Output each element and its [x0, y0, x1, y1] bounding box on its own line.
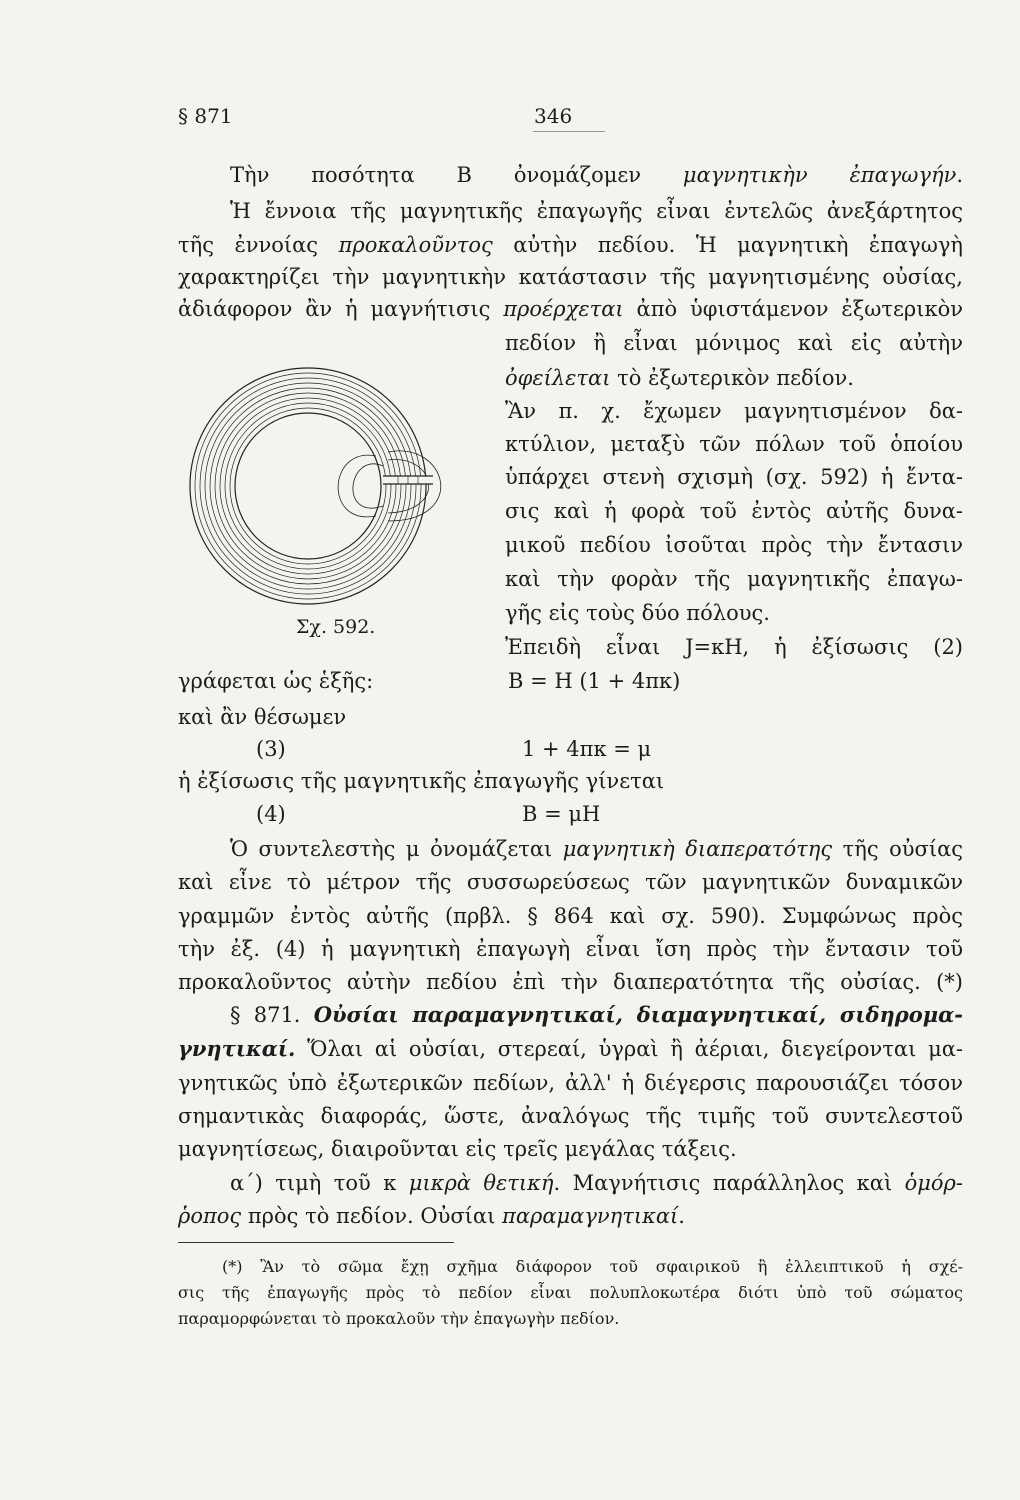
section-heading: § 871. Οὐσίαι παραμαγνητικαί, διαμαγνητικαί, σιδηρομα-: [230, 1002, 964, 1027]
text-line: ῥοπος πρὸς τὸ πεδίον. Οὐσίαι παραμαγνητικαί.: [178, 1204, 685, 1228]
text-line: γῆς εἰς τοὺς δύο πόλους.: [505, 601, 770, 625]
text-line: ἀδιάφορον ἂν ἡ μαγνήτισις προέρχεται ἀπὸ ὑφιστάμενον ἐξωτερικὸν: [178, 297, 963, 321]
text-line: μαγνητίσεως, διαιροῦνται εἰς τρεῖς μεγάλας τάξεις.: [178, 1137, 737, 1161]
text-line: πεδίον ἢ εἶναι μόνιμος καὶ εἰς αὐτὴν: [505, 331, 963, 355]
equation-intro: γράφεται ὡς ἑξῆς:: [178, 669, 374, 693]
text-line: τῆς ἐννοίας προκαλοῦντος αὐτὴν πεδίου. Ἡ μαγνητικὴ ἐπαγωγὴ: [178, 233, 963, 257]
text-line: Ἂν π. χ. ἔχωμεν μαγνητισμένον δα-: [505, 399, 963, 423]
text-line: σημαντικὰς διαφοράς, ὥστε, ἀναλόγως τῆς τιμῆς τοῦ συντελεστοῦ: [178, 1104, 963, 1128]
figure-magnetized-ring: [178, 356, 478, 616]
footnote-line: σις τῆς ἐπαγωγῆς πρὸς τὸ πεδίον εἶναι πολυπλοκωτέρα διότι ὑπὸ τοῦ σώματος: [178, 1283, 963, 1302]
section-number: § 871: [178, 104, 233, 128]
text-line: καὶ ἂν θέσωμεν: [178, 705, 347, 729]
text-line: α΄) τιμὴ τοῦ κ μικρὰ θετική. Μαγνήτισις παράλληλος καὶ ὁμόρ-: [230, 1171, 963, 1195]
text-line: γραμμῶν ἐντὸς αὐτῆς (πρβλ. § 864 καὶ σχ. 590). Συμφώνως πρὸς: [178, 904, 963, 928]
page-number: 346: [534, 104, 573, 128]
text-line: γνητικῶς ὑπὸ ἐξωτερικῶν πεδίων, ἀλλ' ἡ διέγερσις παρουσιάζει τόσον: [178, 1071, 963, 1095]
text-line: χαρακτηρίζει τὴν μαγνητικὴν κατάστασιν τῆς μαγνητισμένης οὐσίας,: [178, 265, 963, 289]
equation-label: (4): [256, 802, 286, 826]
text-line: καὶ εἶνε τὸ μέτρον τῆς συσσωρεύσεως τῶν μαγνητικῶν δυναμικῶν: [178, 870, 963, 894]
text-line: κτύλιον, μεταξὺ τῶν πόλων τοῦ ὁποίου: [505, 432, 963, 456]
text-line: καὶ τὴν φορὰν τῆς μαγνητικῆς ἐπαγω-: [505, 567, 963, 591]
text-line: ἡ ἐξίσωσις τῆς μαγνητικῆς ἐπαγωγῆς γίνεται: [178, 769, 665, 793]
text-line: Ἡ ἔννοια τῆς μαγνητικῆς ἐπαγωγῆς εἶναι ἐντελῶς ἀνεξάρτητος: [230, 199, 963, 223]
page-header: [178, 104, 963, 138]
footnote-line: παραμορφώνεται τὸ προκαλοῦν τὴν ἐπαγωγὴν πεδίον.: [178, 1309, 620, 1328]
footnote-rule: [178, 1242, 454, 1243]
text-line: Τὴν ποσότητα Β ὀνομάζομεν μαγνητικὴν ἐπαγωγήν.: [230, 163, 964, 187]
page-number-underline: [533, 131, 605, 132]
text-line: τὴν ἐξ. (4) ἡ μαγνητικὴ ἐπαγωγὴ εἶναι ἴση πρὸς τὴν ἔντασιν τοῦ: [178, 937, 963, 961]
equation-label: (3): [256, 737, 286, 761]
equation-formula: Β = Η (1 + 4πκ): [508, 669, 681, 693]
text-line: ὑπάρχει στενὴ σχισμὴ (σχ. 592) ἡ ἔντα-: [505, 465, 963, 489]
ring-diagram: [178, 356, 478, 616]
text-line: μικοῦ πεδίου ἰσοῦται πρὸς τὴν ἔντασιν: [505, 533, 963, 557]
text-line: Ὁ συντελεστὴς μ ὀνομάζεται μαγνητικὴ διαπερατότης τῆς οὐσίας: [230, 837, 964, 861]
text-line: ὀφείλεται τὸ ἐξωτερικὸν πεδίον.: [505, 366, 854, 390]
footnote-line: (*) Ἂν τὸ σῶμα ἔχῃ σχῆμα διάφορον τοῦ σφαιρικοῦ ἢ ἐλλειπτικοῦ ἡ σχέ-: [222, 1257, 963, 1276]
equation-formula: 1 + 4πκ = μ: [522, 737, 652, 761]
text-line: σις καὶ ἡ φορὰ τοῦ ἐντὸς αὐτῆς δυνα-: [505, 499, 963, 523]
text-line: Ἐπειδὴ εἶναι J=κΗ, ἡ ἐξίσωσις (2): [505, 635, 963, 659]
equation-formula: Β = μΗ: [522, 802, 601, 826]
figure-caption: Σχ. 592.: [296, 616, 376, 638]
text-line: προκαλοῦντος αὐτὴν πεδίου ἐπὶ τὴν διαπερατότητα τῆς οὐσίας. (*): [178, 970, 963, 994]
text-line: γνητικαί. Ὅλαι αἱ οὐσίαι, στερεαί, ὑγραὶ ἢ ἀέριαι, διεγείρονται μα-: [178, 1036, 963, 1061]
